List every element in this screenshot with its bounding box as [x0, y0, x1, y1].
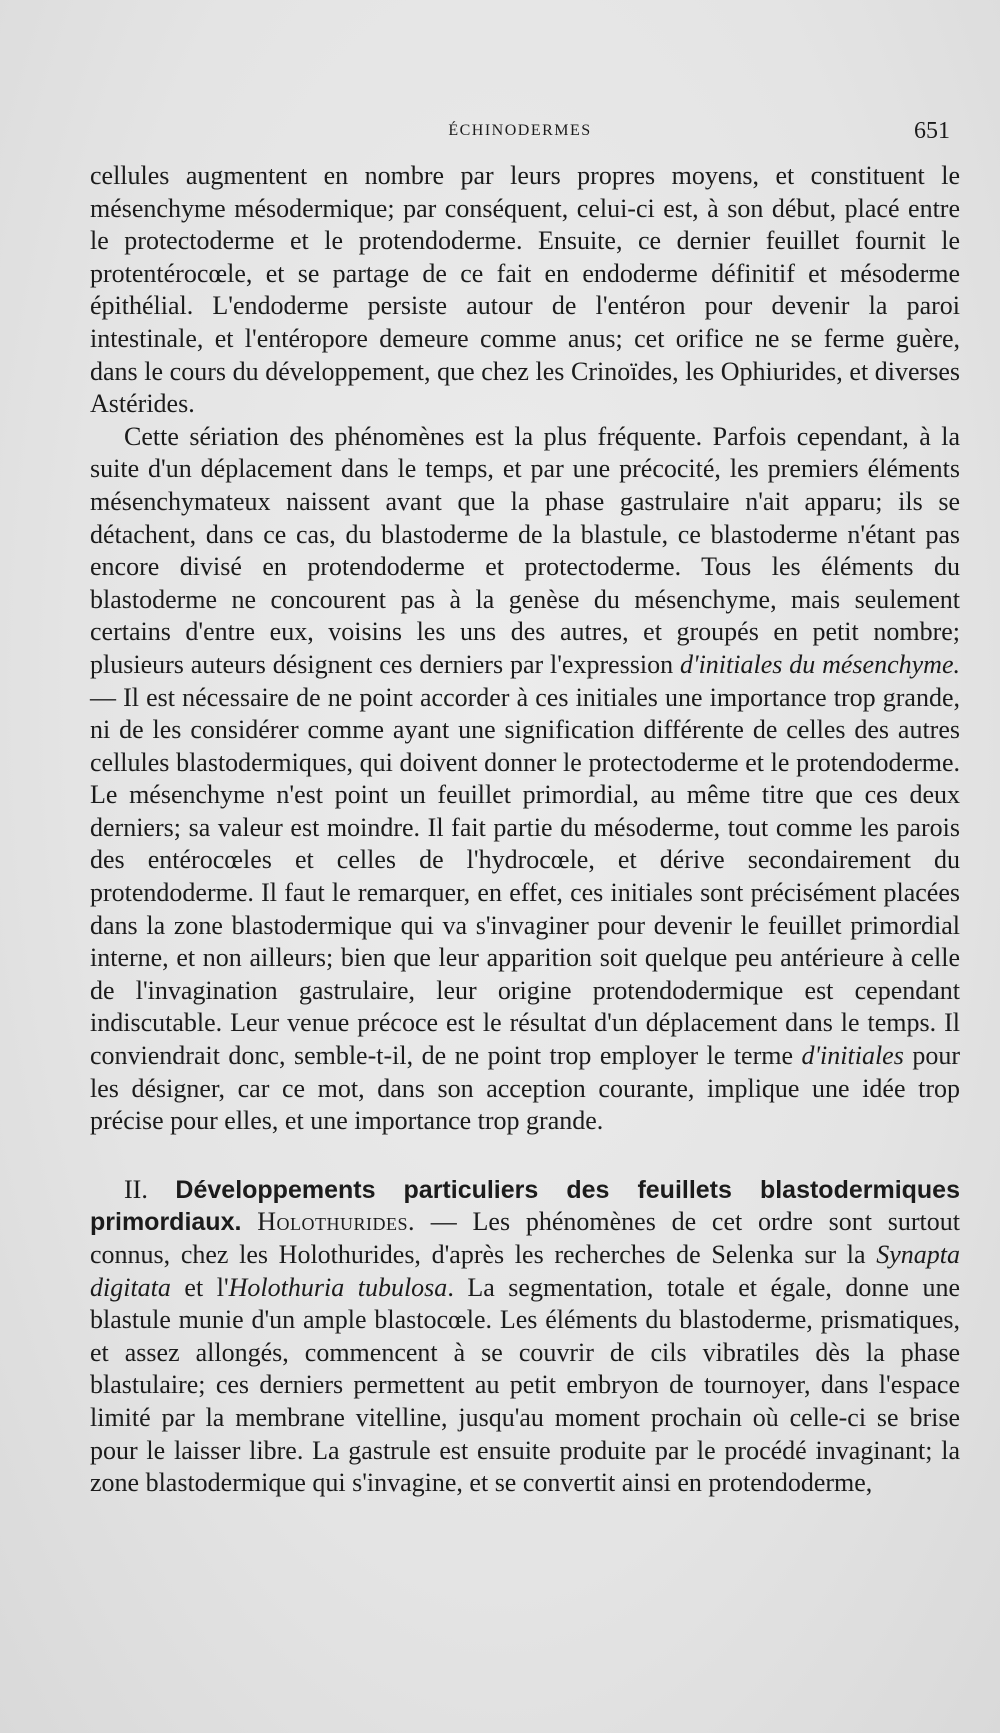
term-initiales-du-mesenchyme: d'initiales du mésenchyme.: [680, 649, 960, 679]
section-subhead: Holothurides.: [257, 1207, 415, 1237]
paragraph-2-text-c: pour les désigner, car ce mot, dans son acception courante, implique une idée trop précise pour elles, et une importance trop grande.: [90, 1041, 960, 1136]
body-text: [90, 160, 960, 1500]
paragraph-2-text-a: Cette sériation des phénomènes est la plus fréquente. Parfois cependant, à la suite d'un déplacement dans le temps, et par une précocité, les premiers éléments mésenchymateux naissent avant que la phase gastrulaire n'ait apparu; ils se détachent, dans ce cas, du blastoderme de la blastule, ce blastoderme n'étant pas encore divisé en protendoderme et protectoderme. Tous les éléments du blastoderme ne concourent pas à la genèse du mésenchyme, mais seulement certains d'entre eux, voisins les uns des autres, et groupés en petit nombre; plusieurs auteurs désignent ces derniers par l'expression: [90, 421, 960, 679]
page-number: 651: [914, 118, 950, 144]
term-initiales: d'initiales: [801, 1041, 904, 1071]
section-text-c: . La segmentation, totale et égale, donne une blastule munie d'un ample blastocœle. Les éléments du blastoderme, prismatiques, et assez allongés, commencent à se couvrir de cils vibratiles dès la phase blastulaire; ces derniers permettent au petit embryon de tournoyer, dans l'espace limité par la membrane vitelline, jusqu'au moment prochain où celle-ci se brise pour le laisser libre. La gastrule est ensuite produite par le procédé invaginant; la zone blastodermique qui s'invagine, et se convertit ainsi en protendoderme,: [90, 1272, 961, 1498]
section-title: Développements particuliers des feuillets blastodermiques primordiaux.: [90, 1175, 960, 1237]
page-header: [90, 118, 950, 148]
section-number: II.: [124, 1174, 148, 1204]
section-spacer: [90, 1138, 960, 1174]
section-text-a: — Les phénomènes de cet ordre sont surtout connus, chez les Holothurides, d'après les recherches de Selenka sur la: [90, 1207, 960, 1269]
paragraph-1: cellules augmentent en nombre par leurs propres moyens, et constituent le mésenchyme mésodermique; par conséquent, celui-ci est, à son début, placé entre le protectoderme et le protendoderme. Ensuite, ce dernier feuillet fournit le protentérocœle, et se partage de ce fait en endoderme définitif et mésoderme épithélial. L'endoderme persiste autour de l'entéron pour devenir la paroi intestinale, et l'entéropore demeure comme anus; cet orifice ne se ferme guère, dans le cours du développement, que chez les Crinoïdes, les Ophiurides, et diverses Astérides.: [90, 161, 960, 419]
paragraph-2-text-b: — Il est nécessaire de ne point accorder à ces initiales une importance trop grande, ni de les considérer comme ayant une signification différente de celles des autres cellules blastodermiques, qui doivent donner le protectoderme et le protendoderme. Le mésenchyme n'est point un feuillet primordial, au même titre que ces deux derniers; sa valeur est moindre. Il fait partie du mésoderme, tout comme les parois des entérocœles et celles de l'hydrocœle, et dérive secondairement du protendoderme. Il faut le remarquer, en effet, ces initiales sont précisément placées dans la zone blastodermique qui va s'invaginer pour devenir le feuillet primordial interne, et non ailleurs; bien que leur apparition soit quelque peu antérieure à celle de l'invagination gastrulaire, leur origine protendodermique est cependant indiscutable. Leur venue précoce est le résultat d'un déplacement dans le temps. Il conviendrait donc, semble-t-il, de ne point trop employer le terme: [90, 682, 960, 1071]
species-synapta: Synapta digitata: [90, 1240, 960, 1302]
paragraph-2: [90, 421, 960, 1138]
section-text-b: et l': [170, 1272, 229, 1302]
section-paragraph: [90, 1174, 960, 1500]
species-holothuria: Holothuria tubulosa: [228, 1272, 448, 1302]
running-head: ÉCHINODERMES: [448, 122, 592, 139]
